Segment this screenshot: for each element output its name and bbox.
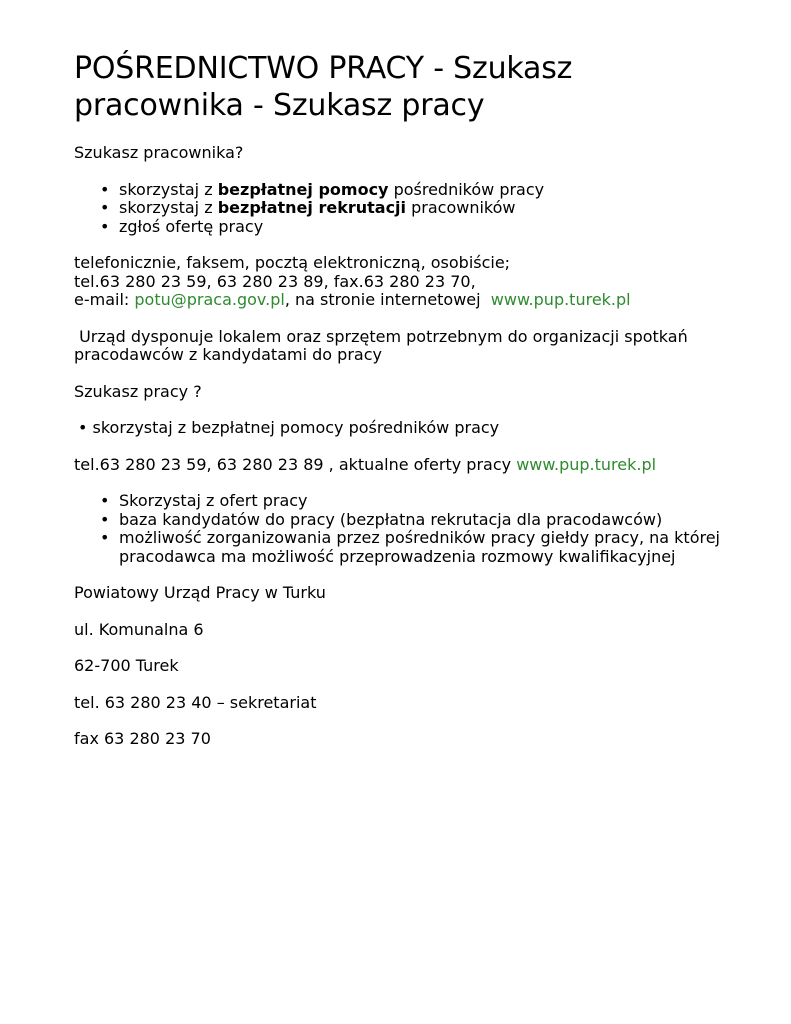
list-item: • możliwość zorganizowania przez pośredników pracy giełdy pracy, na której pracodawca ma możliwość przeprowadzenia rozmowy kwalifikacyjnej bbox=[119, 529, 724, 566]
email-label: e-mail: bbox=[74, 290, 135, 309]
jobseeker-list bbox=[74, 492, 724, 566]
office-name: Powiatowy Urząd Pracy w Turku bbox=[74, 583, 326, 602]
office-street: ul. Komunalna 6 bbox=[74, 619, 204, 639]
website-link[interactable]: www.pup.turek.pl bbox=[490, 290, 631, 309]
jobseeker-phone bbox=[74, 456, 724, 475]
office-phone: tel. 63 280 23 40 – sekretariat bbox=[74, 692, 317, 712]
email-link[interactable]: potu@praca.gov.pl bbox=[134, 290, 285, 309]
employer-list bbox=[74, 181, 724, 237]
jobseeker-phone-text: tel.63 280 23 59, 63 280 23 89 , aktualne oferty pracy bbox=[74, 454, 517, 474]
offers-website-link[interactable]: www.pup.turek.pl bbox=[516, 454, 657, 474]
list-item: • Skorzystaj z ofert pracy bbox=[119, 492, 724, 511]
website-label: , na stronie internetowej bbox=[284, 290, 491, 309]
list-item: • skorzystaj z bezpłatnej pomocy pośredników pracy bbox=[119, 181, 724, 200]
page-title: POŚREDNICTWO PRACY - Szukasz pracownika - Szukasz pracy bbox=[74, 51, 573, 123]
employer-contact bbox=[74, 254, 724, 310]
facility-note: Urząd dysponuje lokalem oraz sprzętem potrzebnym do organizacji spotkań pracodawców z kandydatami do pracy bbox=[74, 326, 693, 364]
employer-heading: Szukasz pracownika? bbox=[74, 143, 244, 162]
list-item: • skorzystaj z bezpłatnej rekrutacji pracowników bbox=[119, 199, 724, 218]
jobseeker-heading: Szukasz pracy ? bbox=[74, 381, 202, 401]
office-fax: fax 63 280 23 70 bbox=[74, 729, 211, 748]
jobseeker-bullet: • skorzystaj z bezpłatnej pomocy pośredników pracy bbox=[78, 418, 500, 437]
document-content bbox=[74, 50, 724, 767]
list-item: • zgłoś ofertę pracy bbox=[119, 218, 724, 237]
contact-methods: telefonicznie, faksem, pocztą elektroniczną, osobiście; bbox=[74, 253, 511, 272]
list-item: • baza kandydatów do pracy (bezpłatna rekrutacja dla pracodawców) bbox=[119, 511, 724, 530]
office-city: 62-700 Turek bbox=[74, 656, 179, 675]
contact-phones: tel.63 280 23 59, 63 280 23 89, fax.63 280 23 70, bbox=[74, 271, 476, 291]
